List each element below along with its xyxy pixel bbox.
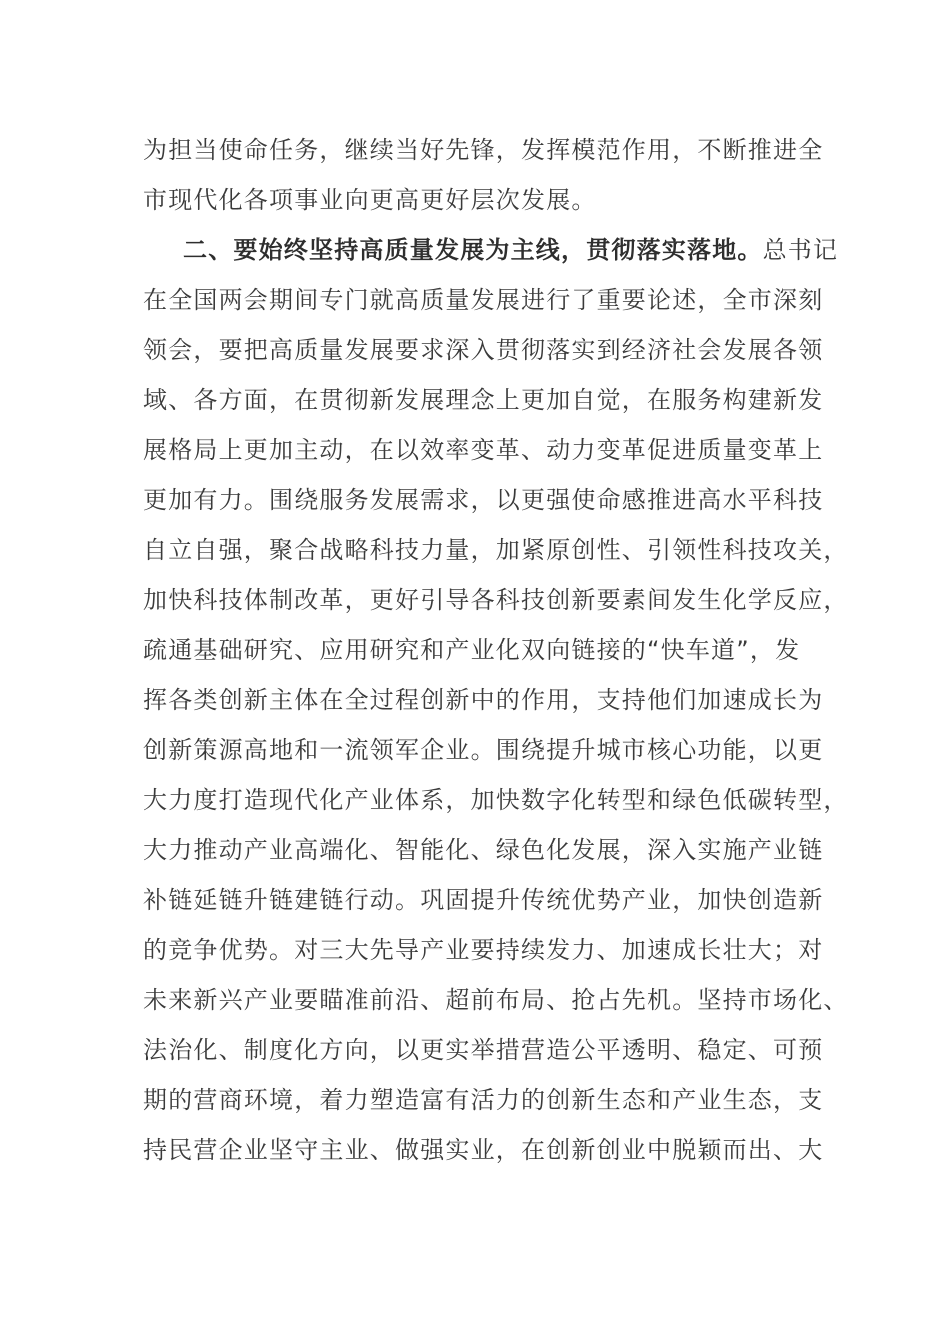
text-line: 展格局上更加主动，在以效率变革、动力变革促进质量变革上 [143,436,824,464]
text-line: 市现代化各项事业向更高更好层次发展。 [143,186,597,214]
text-line: 期的营商环境，着力塑造富有活力的创新生态和产业生态，支 [143,1086,824,1114]
text-line: 为担当使命任务，继续当好先锋，发挥模范作用，不断推进全 [143,136,824,164]
text-line: 加快科技体制改革，更好引导各科技创新要素间发生化学反应， [143,586,849,614]
text-line: 创新策源高地和一流领军企业。围绕提升城市核心功能，以更 [143,736,824,764]
text-line: 补链延链升链建链行动。巩固提升传统优势产业，加快创造新 [143,886,824,914]
section-heading-line [143,225,839,275]
text-run: 总书记 [762,236,839,264]
text-line: 自立自强，聚合战略科技力量，加紧原创性、引领性科技攻关， [143,536,849,564]
text-line: 疏通基础研究、应用研究和产业化双向链接的“快车道”，发 [143,636,801,664]
text-line: 未来新兴产业要瞄准前沿、超前布局、抢占先机。坚持市场化、 [143,986,849,1014]
text-line: 大力度打造现代化产业体系，加快数字化转型和绿色低碳转型， [143,786,849,814]
text-line: 持民营企业坚守主业、做强实业，在创新创业中脱颖而出、大 [143,1136,824,1164]
text-line: 更加有力。围绕服务发展需求，以更强使命感推进高水平科技 [143,486,824,514]
text-line: 领会，要把高质量发展要求深入贯彻落实到经济社会发展各领 [143,336,824,364]
text-line: 大力推动产业高端化、智能化、绿色化发展，深入实施产业链 [143,836,824,864]
text-line: 法治化、制度化方向，以更实举措营造公平透明、稳定、可预 [143,1036,824,1064]
section-heading: 二、要始终坚持高质量发展为主线，贯彻落实落地。 [183,236,763,264]
text-line: 域、各方面，在贯彻新发展理念上更加自觉，在服务构建新发 [143,386,824,414]
document-page [143,125,849,1175]
text-line: 挥各类创新主体在全过程创新中的作用，支持他们加速成长为 [143,686,824,714]
text-line: 的竞争优势。对三大先导产业要持续发力、加速成长壮大；对 [143,936,824,964]
text-line: 在全国两会期间专门就高质量发展进行了重要论述，全市深刻 [143,286,824,314]
